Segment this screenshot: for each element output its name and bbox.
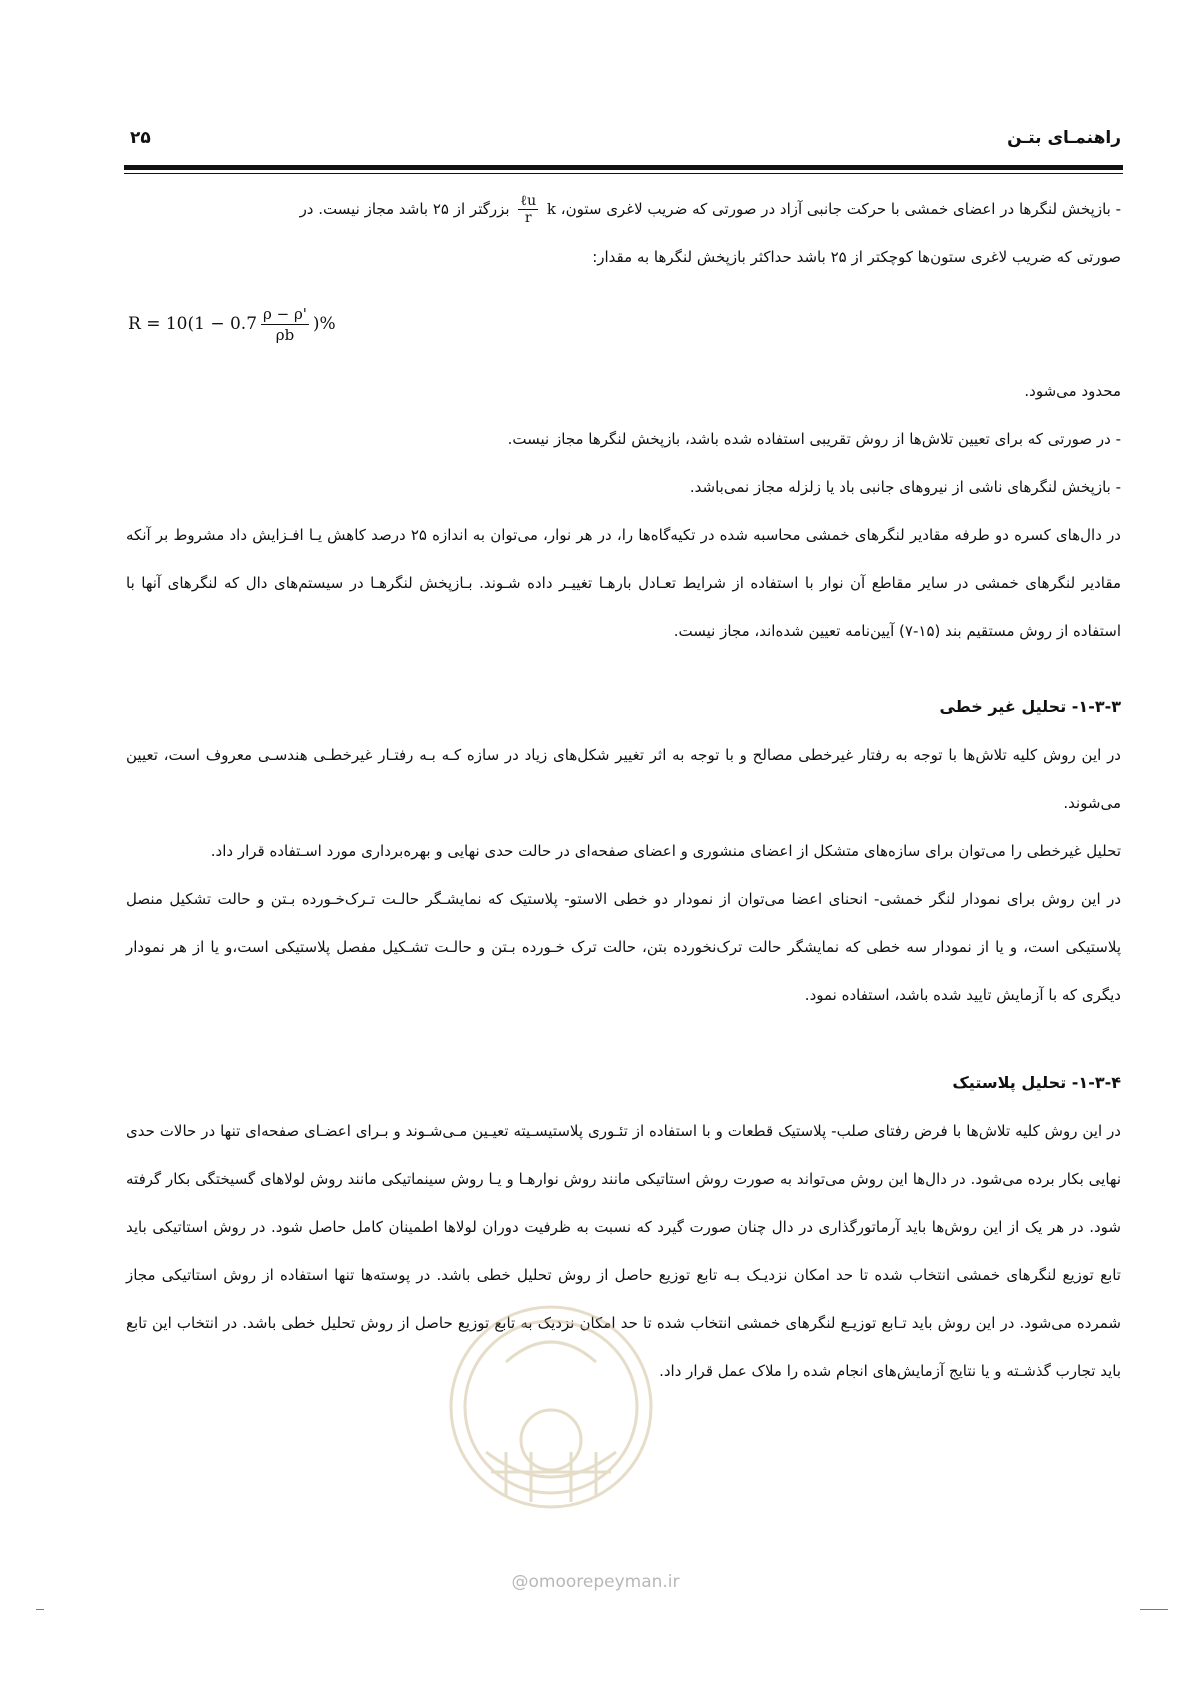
formula-denominator: ρb [275,326,295,344]
paragraph-nonlinear-1: در این روش کلیه تلاش‌ها با توجه به رفتار غیرخطی مصالح و با توجه به اثر تغییر شکل‌های زیاد در سازه کـه بـه رفتـار غیرخطـی هندسـی معروف است، تعیین می‌شوند. [126,746,1121,812]
header-rule-thick [124,165,1123,170]
formula-numerator: ρ − ρ' [263,305,307,323]
header-rule-thin [124,173,1123,174]
spacer [126,1019,1121,1059]
page-number: ۲۵ [130,128,151,148]
paragraph-limited: محدود می‌شود. [1024,382,1121,400]
paragraph-two-way-slabs: در دال‌های کسره دو طرفه مقادیر لنگرهای خمشی محاسبه شده در تکیه‌گاه‌ها را، در هر نوار، می‌توان به اندازه ۲۵ درصد کاهش یـا افـزایش داد مشروط بر آنکه مقادیر لنگرهای خمشی در سایر مقاطع آن نوار با استفاده از شرایط تعـادل بارهـا تغییـر داده شـوند. بـازپخش لنگرهـا در سیستم‌های دال که لنگرهای آنها با استفاده از روش مستقیم بند (۱۵-۷) آیین‌نامه تعیین شده‌اند، مجاز نیست. [126,526,1121,640]
ratio-denominator: r [524,210,532,226]
formula-left: R = 10(1 − 0.7 [128,314,258,334]
formula-right: )% [312,314,336,334]
bullet-approximate-method: - در صورتی که برای تعیین تلاش‌ها از روش تقریبی استفاده شده باشد، بازپخش لنگرها مجاز نیست. [507,430,1121,448]
section-heading-plastic: ۱-۳-۴- تحلیل پلاستیک [952,1073,1121,1092]
paragraph-text: بزرگتر از ۲۵ باشد مجاز نیست. در [299,200,510,218]
paragraph-text: - بازپخش لنگرها در اعضای خمشی با حرکت جانبی آزاد در صورتی که ضریب لاغری ستون، [560,200,1121,218]
k-symbol: k [546,200,556,218]
paragraph-slenderness [126,185,1121,233]
bullet-lateral-loads: - بازپخش لنگرهای ناشی از نیروهای جانبی باد یا زلزله مجاز نمی‌باشد. [689,478,1121,496]
slenderness-ratio [518,193,538,226]
crop-mark [1140,1609,1168,1610]
footer-website: @omoorepeyman.ir [511,1572,680,1592]
ratio-numerator: ℓu [520,193,537,209]
paragraph-nonlinear-3: در این روش برای نمودار لنگر خمشی- انحنای اعضا می‌توان از نمودار دو خطی الاستو- پلاستیک که نمایشـگر حالـت تـرک‌خـورده بـتن و حالت تشکیل منصل پلاستیکی است، و یا از نمودار سه خطی که نمایشگر حالت ترک‌نخورده بتن، حالت ترک خـورده بـتن و حالـت تشـکیل مفصل پلاستیکی است،و یا از هر نمودار دیگری که با آزمایش تایید شده باشد، استفاده نمود. [126,890,1121,1004]
spacer [126,655,1121,683]
paragraph-nonlinear-2: تحلیل غیرخطی را می‌توان برای سازه‌های متشکل از اعضای منشوری و اعضای صفحه‌ای در حالت حدی نهایی و بهره‌برداری مورد اسـتفاده قرار داد. [210,842,1121,860]
redistribution-formula [126,281,1121,367]
publisher-seal-watermark [446,1302,656,1512]
paragraph-plastic-1: در این روش کلیه تلاش‌ها با فرض رفتای صلب- پلاستیک قطعات و با استفاده از تئـوری پلاستیسـیته تعیـین مـی‌شـوند و بـرای اعضـای صفحه‌ای تنها در حالات حدی نهایی بکار برده می‌شود. در دال‌ها این روش می‌تواند به صورت روش استاتیکی مانند روش نوارهـا و یـا روش سینماتیکی مانند روش لولاهای گسیختگی بکار گرفته شود. در هر یک از این روش‌ها باید آرماتورگذاری در دال چنان صورت گیرد که نسبت به ظرفیت دوران لولاها اطمینان کامل حاصل شود. در روش استاتیکی باید تابع توزیع لنگرهای خمشی انتخاب شده تا حد امکان نزدیـک بـه تابع توزیع حاصل از روش تحلیل خطی باشد. در پوسته‌ها تنها استفاده از روش استاتیکی مجاز شمرده می‌شود. در این روش باید تـابع توزیـع لنگرهای خمشی انتخاب شده تا حد امکان نزدیک به تابع توزیع حاصل از روش تحلیل خطی باشد. در انتخاب این تابع باید تجارب گذشـته و یا نتایج آزمایش‌های انجام شده را ملاک عمل قرار داد. [126,1122,1121,1380]
running-header-title: راهنمـای بتـن [1007,128,1121,148]
section-heading-nonlinear: ۱-۳-۳- تحلیل غیر خطی [939,697,1121,716]
body-text [126,185,1121,1395]
paragraph-limit: صورتی که ضریب لاغری ستون‌ها کوچکتر از ۲۵ باشد حداکثر بازپخش لنگرها به مقدار: [592,248,1121,266]
formula-fraction [261,304,309,345]
crop-mark [36,1609,44,1610]
